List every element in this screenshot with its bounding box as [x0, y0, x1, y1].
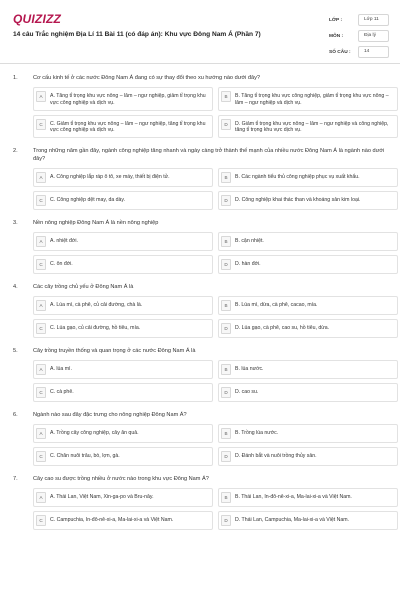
meta-row-count — [329, 44, 389, 60]
answer-text: D. Công nghiệp khai thác than và khoáng sản kim loại. — [235, 197, 361, 204]
answer-letter-badge: D — [221, 195, 231, 206]
question-list — [0, 74, 400, 539]
answer-text: B. Các ngành tiểu thủ công nghiệp phục vụ xuất khẩu. — [235, 174, 360, 181]
answer-option-d[interactable] — [218, 255, 398, 274]
answer-option-d[interactable] — [218, 115, 398, 139]
answer-grid — [33, 87, 400, 138]
answer-text: A. Tăng tỉ trọng khu vực nông – lâm – ngư nghiệp, giảm tỉ trọng khu vực công nghiệp và dịch vụ. — [50, 93, 206, 106]
answer-option-c[interactable] — [33, 447, 213, 466]
question-number: 5. — [13, 348, 18, 355]
answer-option-a[interactable] — [33, 87, 213, 111]
question-text: Trong những năm gần đây, ngành công nghiệp tăng nhanh và ngày càng trở thành thế mạnh của nhiều nước Đông Nam Á là ngành nào dưới đây? — [33, 148, 385, 163]
meta-label: MÔN : — [329, 33, 344, 39]
answer-grid — [33, 424, 400, 466]
answer-text: D. Đánh bắt và nuôi trồng thủy sản. — [235, 453, 317, 460]
worksheet-title: 14 câu Trắc nghiệm Địa Lí 11 Bài 11 (có đáp án): Khu vực Đông Nam Á (Phần 7) — [13, 31, 261, 38]
question-text: Cây cao su được trồng nhiều ở nước nào trong khu vực Đông Nam Á? — [33, 476, 209, 483]
question-text: Cây trồng truyền thống và quan trọng ở các nước Đông Nam Á là — [33, 348, 196, 355]
meta-row-subject — [329, 28, 389, 44]
answer-letter-badge: C — [36, 323, 46, 334]
question-number: 6. — [13, 412, 18, 419]
answer-option-d[interactable] — [218, 447, 398, 466]
answer-option-a[interactable] — [33, 424, 213, 443]
answer-text: C. Campuchia, In-đô-nê-xi-a, Ma-lai-xi-a và Việt Nam. — [50, 517, 174, 524]
answer-letter-badge: C — [36, 387, 46, 398]
answer-option-d[interactable] — [218, 319, 398, 338]
answer-letter-badge: B — [221, 300, 231, 311]
answer-option-b[interactable] — [218, 168, 398, 187]
answer-text: B. Thái Lan, In-đô-nê-xi-a, Ma-lai-xi-a và Việt Nam. — [235, 494, 352, 501]
answer-letter-badge: B — [221, 91, 231, 102]
answer-letter-badge: C — [36, 259, 46, 270]
answer-text: C. ôn đới. — [50, 261, 73, 268]
question-number: 1. — [13, 75, 18, 81]
answer-option-c[interactable] — [33, 255, 213, 274]
answer-text: A. Trồng cây công nghiệp, cây ăn quả. — [50, 430, 139, 437]
answer-grid — [33, 360, 400, 402]
answer-letter-badge: C — [36, 119, 46, 130]
answer-text: D. Lúa gạo, cà phê, cao su, hồ tiêu, dừa. — [235, 325, 330, 332]
meta-value-count: 14 — [358, 46, 389, 58]
answer-letter-badge: C — [36, 451, 46, 462]
meta-value-subject: Địa lý — [358, 30, 389, 42]
quizizz-logo[interactable]: QUIZIZZ — [13, 12, 62, 26]
question-text: Các cây trồng chủ yếu ở Đông Nam Á là — [33, 284, 134, 291]
answer-option-d[interactable] — [218, 511, 398, 530]
answer-text: B. cận nhiệt. — [235, 238, 264, 245]
answer-letter-badge: A — [36, 364, 46, 375]
answer-option-a[interactable] — [33, 232, 213, 251]
answer-letter-badge: D — [221, 323, 231, 334]
question-1 — [0, 74, 400, 138]
answer-text: C. Lúa gạo, củ cải đường, hồ tiêu, mía. — [50, 325, 141, 332]
answer-option-a[interactable] — [33, 488, 213, 507]
answer-grid — [33, 488, 400, 530]
question-6 — [0, 411, 400, 466]
answer-option-a[interactable] — [33, 168, 213, 187]
question-5 — [0, 347, 400, 402]
answer-letter-badge: D — [221, 259, 231, 270]
answer-option-b[interactable] — [218, 87, 398, 111]
answer-letter-badge: D — [221, 387, 231, 398]
answer-text: A. Thái Lan, Việt Nam, Xin-ga-po và Bru-nây. — [50, 494, 154, 501]
answer-text: A. nhiệt đới. — [50, 238, 78, 245]
answer-text: D. Thái Lan, Campuchia, Ma-lai-xi-a và Việt Nam. — [235, 517, 349, 524]
answer-text: D. cao su. — [235, 389, 259, 396]
question-7 — [0, 475, 400, 530]
answer-grid — [33, 296, 400, 338]
meta-value-class: Lớp 11 — [358, 14, 389, 26]
answer-text: B. Trồng lúa nước. — [235, 430, 279, 437]
answer-option-a[interactable] — [33, 296, 213, 315]
answer-letter-badge: A — [36, 492, 46, 503]
answer-letter-badge: B — [221, 364, 231, 375]
answer-text: B. Lúa mì, dừa, cà phê, cacao, mía. — [235, 302, 318, 309]
answer-letter-badge: B — [221, 492, 231, 503]
answer-grid — [33, 232, 400, 274]
worksheet-meta — [329, 12, 389, 60]
answer-letter-badge: C — [36, 195, 46, 206]
question-text: Ngành nào sau đây đặc trưng cho nông nghiệp Đông Nam Á? — [33, 412, 187, 419]
question-3 — [0, 219, 400, 274]
answer-letter-badge: A — [36, 300, 46, 311]
question-text: Cơ cấu kinh tế ở các nước Đông Nam Á đang có sự thay đổi theo xu hướng nào dưới đây? — [33, 75, 261, 81]
answer-option-b[interactable] — [218, 488, 398, 507]
answer-letter-badge: B — [221, 236, 231, 247]
answer-text: A. lúa mì. — [50, 366, 72, 373]
answer-option-c[interactable] — [33, 319, 213, 338]
answer-text: B. lúa nước. — [235, 366, 264, 373]
answer-letter-badge: D — [221, 119, 231, 130]
answer-letter-badge: B — [221, 428, 231, 439]
answer-option-d[interactable] — [218, 383, 398, 402]
meta-row-class — [329, 12, 389, 28]
answer-text: C. Giảm tỉ trọng khu vực nông – lâm – ngư nghiệp, tăng tỉ trọng khu vực công nghiệp và dịch vụ. — [50, 120, 206, 134]
answer-text: A. Lúa mì, cà phê, củ cải đường, chà là. — [50, 302, 143, 309]
answer-letter-badge: D — [221, 515, 231, 526]
meta-label: SỐ CÂU : — [329, 49, 351, 55]
meta-label: LỚP : — [329, 17, 343, 23]
answer-text: B. Tăng tỉ trọng khu vực công nghiệp, giảm tỉ trọng khu vực nông – lâm – ngư nghiệp và dịch vụ. — [235, 93, 389, 106]
answer-text: D. Giảm tỉ trọng khu vực nông – lâm – ngư nghiệp và công nghiệp, tăng tỉ trọng khu vực dịch vụ. — [235, 120, 389, 134]
answer-grid — [33, 168, 400, 210]
answer-option-c[interactable] — [33, 115, 213, 139]
answer-letter-badge: A — [36, 428, 46, 439]
question-number: 4. — [13, 284, 18, 291]
answer-option-d[interactable] — [218, 191, 398, 210]
worksheet-header — [0, 0, 400, 64]
answer-option-b[interactable] — [218, 360, 398, 379]
answer-letter-badge: A — [36, 91, 46, 102]
answer-letter-badge: B — [221, 172, 231, 183]
answer-option-a[interactable] — [33, 360, 213, 379]
question-text: Nền nông nghiệp Đông Nam Á là nền nông nghiệp — [33, 220, 159, 227]
answer-letter-badge: A — [36, 172, 46, 183]
answer-option-c[interactable] — [33, 383, 213, 402]
answer-option-b[interactable] — [218, 424, 398, 443]
answer-text: A. Công nghiệp lắp ráp ô tô, xe máy, thiết bị điện tử. — [50, 174, 170, 181]
answer-text: C. cà phê. — [50, 389, 74, 396]
question-2 — [0, 147, 400, 210]
answer-letter-badge: A — [36, 236, 46, 247]
answer-letter-badge: C — [36, 515, 46, 526]
answer-option-b[interactable] — [218, 232, 398, 251]
question-number: 2. — [13, 148, 18, 155]
answer-option-c[interactable] — [33, 191, 213, 210]
question-number: 7. — [13, 476, 18, 483]
answer-text: D. hàn đới. — [235, 261, 261, 268]
question-4 — [0, 283, 400, 338]
answer-option-b[interactable] — [218, 296, 398, 315]
answer-text: C. Chăn nuôi trâu, bò, lợn, gà. — [50, 453, 120, 460]
answer-letter-badge: D — [221, 451, 231, 462]
answer-text: C. Công nghiệp dệt may, da dày. — [50, 197, 126, 204]
question-number: 3. — [13, 220, 18, 227]
answer-option-c[interactable] — [33, 511, 213, 530]
